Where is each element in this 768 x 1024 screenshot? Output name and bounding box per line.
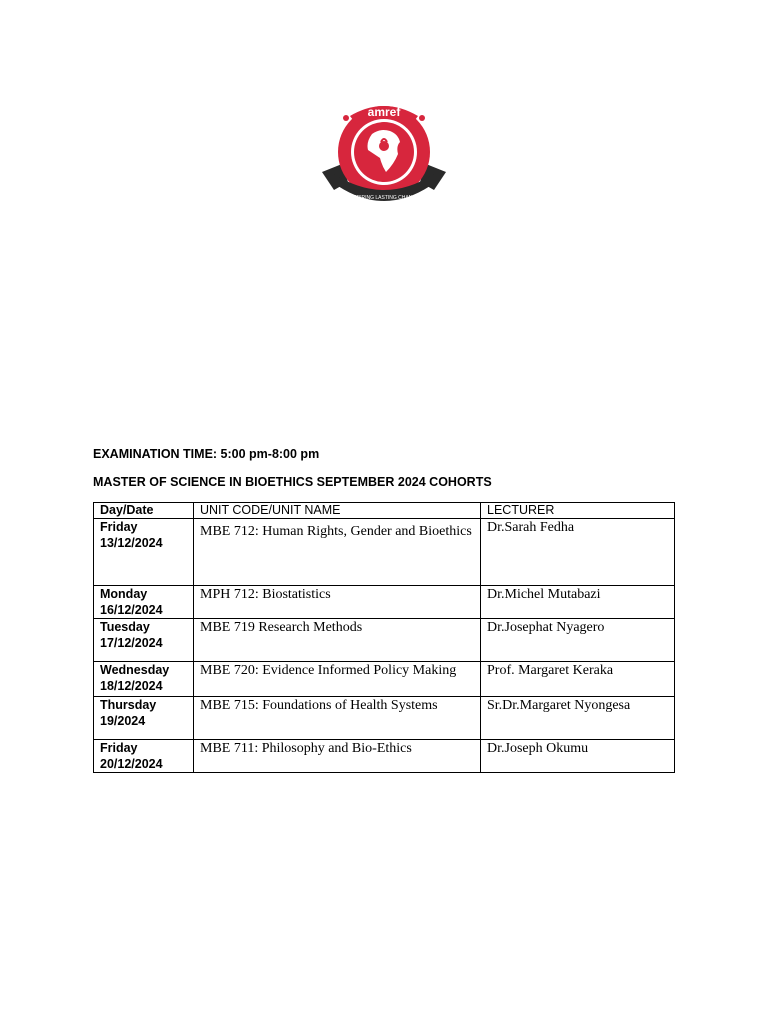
day-name: Tuesday (100, 620, 150, 634)
exam-date: 18/12/2024 (100, 679, 163, 693)
day-name: Friday (100, 741, 138, 755)
amref-university-logo (320, 94, 448, 214)
lecturer-cell: Dr.Josephat Nyagero (481, 619, 675, 662)
table-row (94, 619, 675, 662)
exam-date: 19/2024 (100, 714, 146, 728)
lecturer-cell: Dr.Michel Mutabazi (481, 586, 675, 619)
header-day-date: Day/Date (94, 503, 194, 519)
table-row (94, 697, 675, 740)
day-name: Friday (100, 520, 138, 534)
table-header-row (94, 503, 675, 519)
day-date-cell (94, 586, 194, 619)
lecturer-cell: Sr.Dr.Margaret Nyongesa (481, 697, 675, 740)
table-row (94, 586, 675, 619)
unit-cell: MPH 712: Biostatistics (194, 586, 481, 619)
unit-cell: MBE 711: Philosophy and Bio-Ethics (194, 740, 481, 773)
header-lecturer: LECTURER (481, 503, 675, 519)
day-date-cell (94, 519, 194, 586)
day-date-cell (94, 697, 194, 740)
svg-text:amref: amref (367, 105, 401, 119)
lecturer-cell: Dr.Joseph Okumu (481, 740, 675, 773)
lecturer-cell: Dr.Sarah Fedha (481, 519, 675, 586)
day-name: Wednesday (100, 663, 170, 677)
day-date-cell (94, 740, 194, 773)
table-row (94, 662, 675, 697)
unit-cell: MBE 712: Human Rights, Gender and Bioethics (194, 519, 481, 586)
exam-date: 20/12/2024 (100, 757, 163, 771)
unit-cell: MBE 715: Foundations of Health Systems (194, 697, 481, 740)
unit-cell: MBE 719 Research Methods (194, 619, 481, 662)
table-row (94, 740, 675, 773)
lecturer-cell: Prof. Margaret Keraka (481, 662, 675, 697)
day-date-cell (94, 662, 194, 697)
exam-date: 16/12/2024 (100, 603, 163, 617)
table-row (94, 519, 675, 586)
exam-date: 13/12/2024 (100, 536, 163, 550)
day-date-cell (94, 619, 194, 662)
day-name: Monday (100, 587, 148, 601)
svg-text:INSPIRING LASTING CHANGE: INSPIRING LASTING CHANGE (348, 195, 420, 201)
day-name: Thursday (100, 698, 157, 712)
unit-cell: MBE 720: Evidence Informed Policy Making (194, 662, 481, 697)
header-unit: UNIT CODE/UNIT NAME (194, 503, 481, 519)
program-title: MASTER OF SCIENCE IN BIOETHICS SEPTEMBER 2024 COHORTS (93, 475, 492, 489)
exam-date: 17/12/2024 (100, 636, 163, 650)
exam-time: EXAMINATION TIME: 5:00 pm-8:00 pm (93, 447, 320, 461)
exam-schedule-table (93, 502, 675, 773)
